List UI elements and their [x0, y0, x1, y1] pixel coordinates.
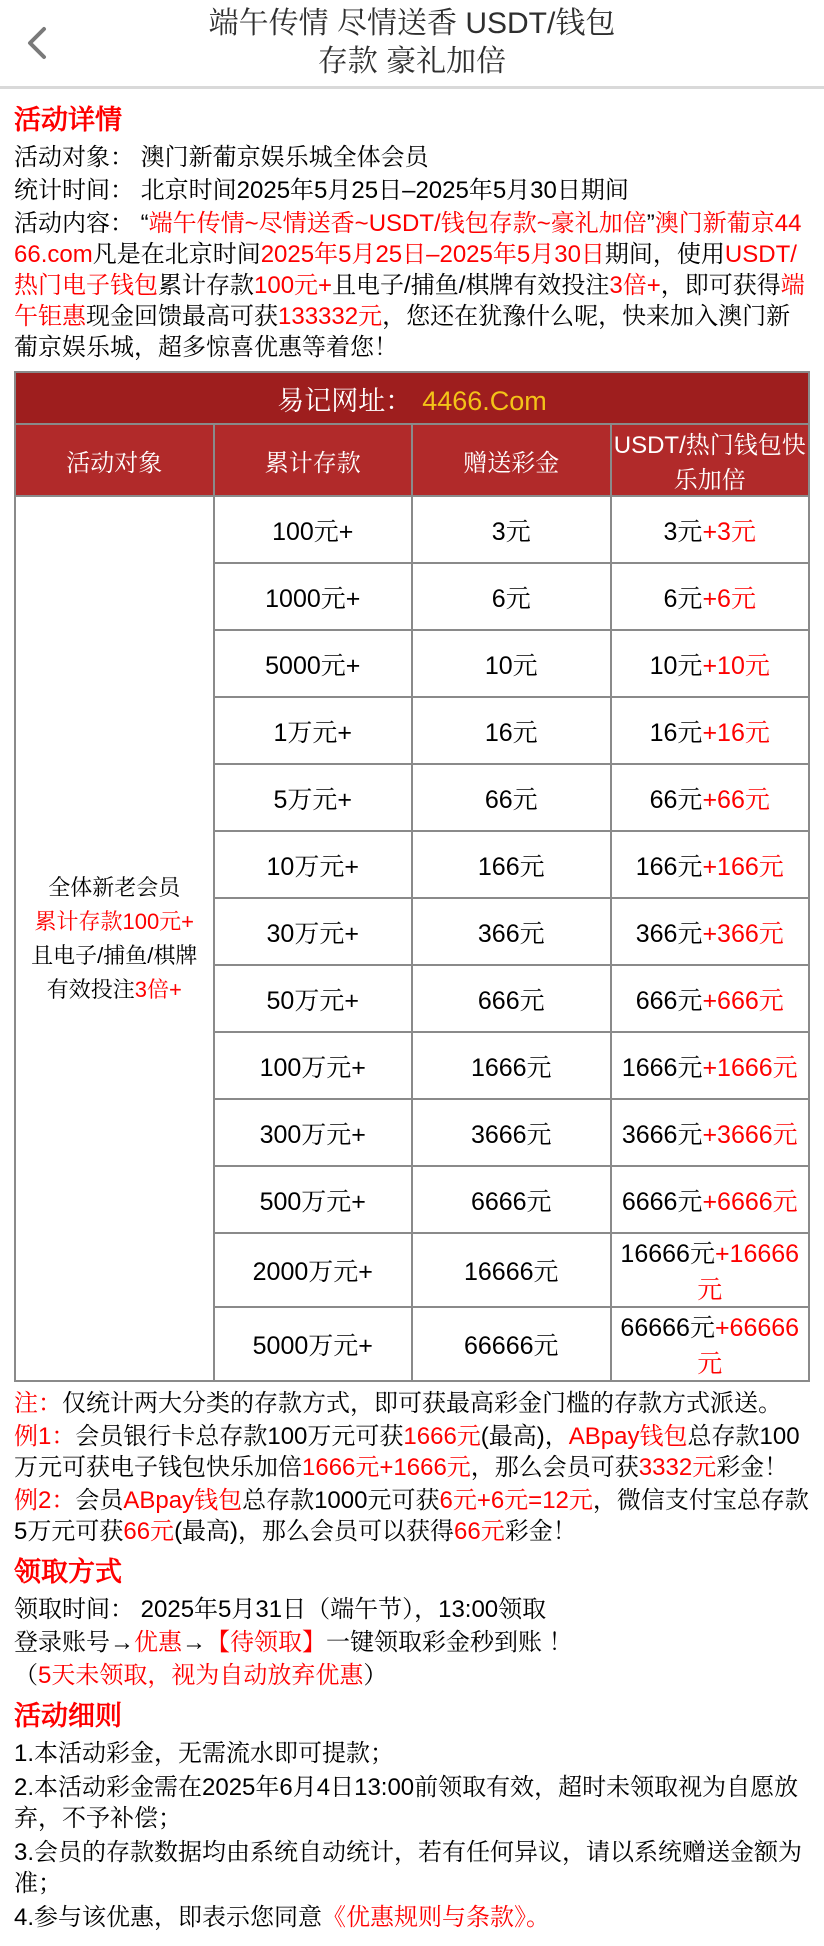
bonus-cell: 10元	[412, 630, 611, 697]
column-header-deposit: 累计存款	[214, 424, 413, 496]
rule-line-4: 4.参与该优惠，即表示您同意《优惠规则与条款》。	[14, 1904, 551, 1931]
chevron-left-icon	[25, 26, 49, 60]
usdt-boost-cell: 1666元+1666元	[611, 1032, 810, 1099]
bonus-cell: 366元	[412, 898, 611, 965]
bonus-cell: 3666元	[412, 1099, 611, 1166]
deposit-cell: 5000元+	[214, 630, 413, 697]
app-header	[0, 0, 824, 89]
example1-paragraph: 例1：会员银行卡总存款100万元可获1666元(最高)，ABpay钱包总存款100万元可获电子钱包快乐加倍1666元+1666元，那么会员可获3332元彩金！	[14, 1423, 800, 1481]
usdt-boost-cell: 66元+66元	[611, 764, 810, 831]
deposit-cell: 1000元+	[214, 563, 413, 630]
column-header-bonus: 赠送彩金	[412, 424, 611, 496]
bonus-table	[14, 371, 810, 1382]
page-title-line1: 端午传情 尽情送香 USDT/钱包	[208, 7, 616, 40]
site-url-row	[15, 372, 809, 424]
activity-time-line: 统计时间： 北京时间2025年5月25日–2025年5月30日期间	[14, 177, 629, 204]
deposit-cell: 2000万元+	[214, 1233, 413, 1307]
claim-time-line: 领取时间： 2025年5月31日（端午节），13:00领取	[14, 1596, 547, 1623]
usdt-boost-cell: 6666元+6666元	[611, 1166, 810, 1233]
table-row	[15, 496, 809, 563]
deposit-cell: 100万元+	[214, 1032, 413, 1099]
bonus-cell: 16元	[412, 697, 611, 764]
deposit-cell: 300万元+	[214, 1099, 413, 1166]
table-header-row	[15, 424, 809, 496]
usdt-boost-cell: 366元+366元	[611, 898, 810, 965]
usdt-boost-cell: 66666元+66666元	[611, 1307, 810, 1381]
bonus-cell: 1666元	[412, 1032, 611, 1099]
site-url-label: 易记网址：	[277, 385, 413, 416]
column-header-usdt-boost: USDT/热门钱包快乐加倍	[611, 424, 810, 496]
section-heading-details: 活动详情	[14, 105, 122, 135]
column-header-target: 活动对象	[15, 424, 214, 496]
page-title	[209, 5, 616, 81]
activity-target-line: 活动对象： 澳门新葡京娱乐城全体会员	[14, 144, 429, 171]
section-heading-claim: 领取方式	[14, 1557, 122, 1587]
rule-line-2: 2.本活动彩金需在2025年6月4日13:00前领取有效，超时未领取视为自愿放弃，不予补偿；	[14, 1774, 799, 1832]
member-criteria-cell: 全体新老会员 累计存款100元+ 且电子/捕鱼/棋牌 有效投注3倍+	[15, 496, 214, 1381]
usdt-boost-cell: 3元+3元	[611, 496, 810, 563]
deposit-cell: 100元+	[214, 496, 413, 563]
claim-expire-line: （5天未领取，视为自动放弃优惠）	[14, 1662, 388, 1689]
usdt-boost-cell: 6元+6元	[611, 563, 810, 630]
deposit-cell: 30万元+	[214, 898, 413, 965]
activity-content-paragraph: 活动内容： “端午传情~尽情送香~USDT/钱包存款~豪礼加倍”澳门新葡京4466.com凡是在北京时间2025年5月25日–2025年5月30日期间，使用USDT/热门电子钱包累计存款100元+且电子/捕鱼/棋牌有效投注3倍+，即可获得端午钜惠现金回馈最高可获133332元，您还在犹豫什么呢，快来加入澳门新葡京娱乐城，超多惊喜优惠等着您！	[14, 210, 805, 361]
page-title-line2: 存款 豪礼加倍	[317, 45, 507, 78]
note-line: 注：仅统计两大分类的存款方式，即可获最高彩金门槛的存款方式派送。	[14, 1390, 782, 1417]
bonus-table-body	[15, 496, 809, 1381]
deposit-cell: 1万元+	[214, 697, 413, 764]
usdt-boost-cell: 10元+10元	[611, 630, 810, 697]
rule-line-3: 3.会员的存款数据均由系统自动统计，若有任何异议，请以系统赠送金额为准；	[14, 1839, 803, 1897]
site-url: 4466.Com	[422, 385, 547, 416]
back-button[interactable]	[22, 26, 52, 60]
bonus-cell: 16666元	[412, 1233, 611, 1307]
bonus-cell: 166元	[412, 831, 611, 898]
deposit-cell: 500万元+	[214, 1166, 413, 1233]
deposit-cell: 50万元+	[214, 965, 413, 1032]
rule-line-1: 1.本活动彩金，无需流水即可提款；	[14, 1740, 395, 1767]
usdt-boost-cell: 666元+666元	[611, 965, 810, 1032]
usdt-boost-cell: 3666元+3666元	[611, 1099, 810, 1166]
deposit-cell: 5万元+	[214, 764, 413, 831]
usdt-boost-cell: 166元+166元	[611, 831, 810, 898]
bonus-cell: 66元	[412, 764, 611, 831]
example2-paragraph: 例2：会员ABpay钱包总存款1000元可获6元+6元=12元，微信支付宝总存款5万元可获66元(最高)，那么会员可以获得66元彩金！	[14, 1487, 809, 1545]
promo-terms-link[interactable]: 《优惠规则与条款》。	[322, 1904, 551, 1931]
deposit-cell: 10万元+	[214, 831, 413, 898]
bonus-cell: 6元	[412, 563, 611, 630]
claim-path-line: 登录账号→优惠→【待领取】一键领取彩金秒到账 ！	[14, 1629, 573, 1656]
section-heading-rules: 活动细则	[14, 1701, 122, 1731]
bonus-cell: 3元	[412, 496, 611, 563]
usdt-boost-cell: 16666元+16666元	[611, 1233, 810, 1307]
bonus-cell: 666元	[412, 965, 611, 1032]
usdt-boost-cell: 16元+16元	[611, 697, 810, 764]
deposit-cell: 5000万元+	[214, 1307, 413, 1381]
bonus-cell: 66666元	[412, 1307, 611, 1381]
site-url-bar	[15, 372, 809, 424]
bonus-cell: 6666元	[412, 1166, 611, 1233]
